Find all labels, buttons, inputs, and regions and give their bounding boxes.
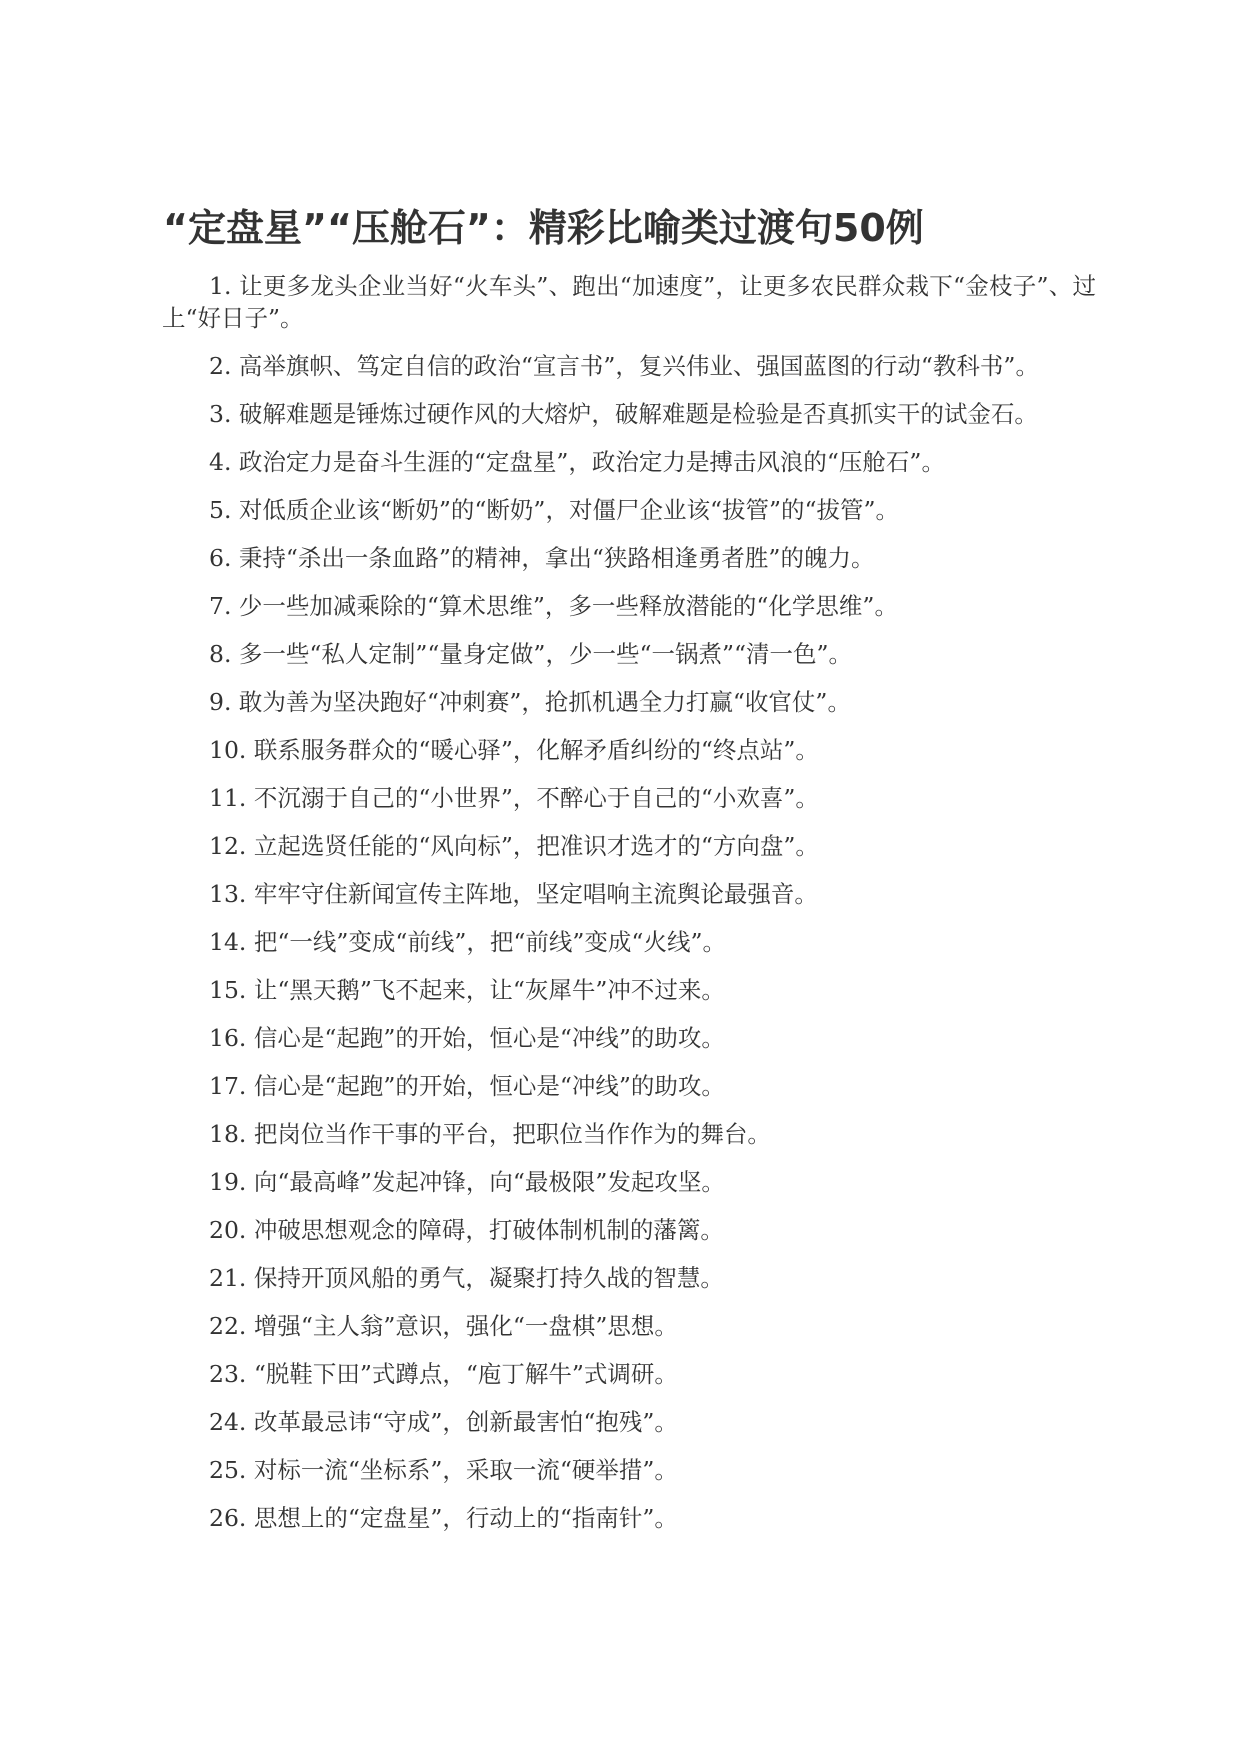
list-item: 5. 对低质企业该“断奶”的“断奶”，对僵尸企业该“拔管”的“拔管”。 (209, 496, 900, 524)
list-item: 14. 把“一线”变成“前线”，把“前线”变成“火线”。 (209, 928, 726, 956)
list-item: 17. 信心是“起跑”的开始，恒心是“冲线”的助攻。 (209, 1072, 725, 1100)
list-item: 19. 向“最高峰”发起冲锋，向“最极限”发起攻坚。 (209, 1168, 725, 1196)
item-list (162, 270, 1096, 1550)
list-item: 8. 多一些“私人定制”“量身定做”，少一些“一锅煮”“清一色”。 (209, 640, 853, 668)
list-item: 7. 少一些加减乘除的“算术思维”，多一些释放潜能的“化学思维”。 (209, 592, 898, 620)
list-item: 25. 对标一流“坐标系”，采取一流“硬举措”。 (209, 1456, 678, 1484)
list-item: 3. 破解难题是锤炼过硬作风的大熔炉，破解难题是检验是否真抓实干的试金石。 (209, 400, 1038, 428)
list-item: 23. “脱鞋下田”式蹲点，“庖丁解牛”式调研。 (209, 1360, 678, 1388)
list-item: 24. 改革最忌讳“守成”，创新最害怕“抱残”。 (209, 1408, 678, 1436)
list-item: 4. 政治定力是奋斗生涯的“定盘星”，政治定力是搏击风浪的“压舱石”。 (209, 448, 945, 476)
list-item: 1. 让更多龙头企业当好“火车头”、跑出“加速度”，让更多农民群众栽下“金枝子”、过上“好日子”。 (162, 272, 1096, 332)
list-item: 18. 把岗位当作干事的平台，把职位当作作为的舞台。 (209, 1120, 771, 1148)
list-item: 11. 不沉溺于自己的“小世界”，不醉心于自己的“小欢喜”。 (209, 784, 819, 812)
list-item: 10. 联系服务群众的“暖心驿”，化解矛盾纠纷的“终点站”。 (209, 736, 819, 764)
list-item: 21. 保持开顶风船的勇气，凝聚打持久战的智慧。 (209, 1264, 724, 1292)
list-item: 15. 让“黑天鹅”飞不起来，让“灰犀牛”冲不过来。 (209, 976, 725, 1004)
list-item: 6. 秉持“杀出一条血路”的精神，拿出“狭路相逢勇者胜”的魄力。 (209, 544, 875, 572)
list-item: 13. 牢牢守住新闻宣传主阵地，坚定唱响主流舆论最强音。 (209, 880, 818, 908)
list-item: 22. 增强“主人翁”意识，强化“一盘棋”思想。 (209, 1312, 678, 1340)
list-item: 26. 思想上的“定盘星”，行动上的“指南针”。 (209, 1504, 678, 1532)
list-item: 2. 高举旗帜、笃定自信的政治“宣言书”，复兴伟业、强国蓝图的行动“教科书”。 (209, 352, 1039, 380)
document-title: “定盘星”“压舱石”：精彩比喻类过渡句50例 (163, 206, 924, 250)
list-item: 12. 立起选贤任能的“风向标”，把准识才选才的“方向盘”。 (209, 832, 819, 860)
list-item: 16. 信心是“起跑”的开始，恒心是“冲线”的助攻。 (209, 1024, 725, 1052)
list-item: 9. 敢为善为坚决跑好“冲刺赛”，抢抓机遇全力打赢“收官仗”。 (209, 688, 851, 716)
list-item: 20. 冲破思想观念的障碍，打破体制机制的藩篱。 (209, 1216, 724, 1244)
